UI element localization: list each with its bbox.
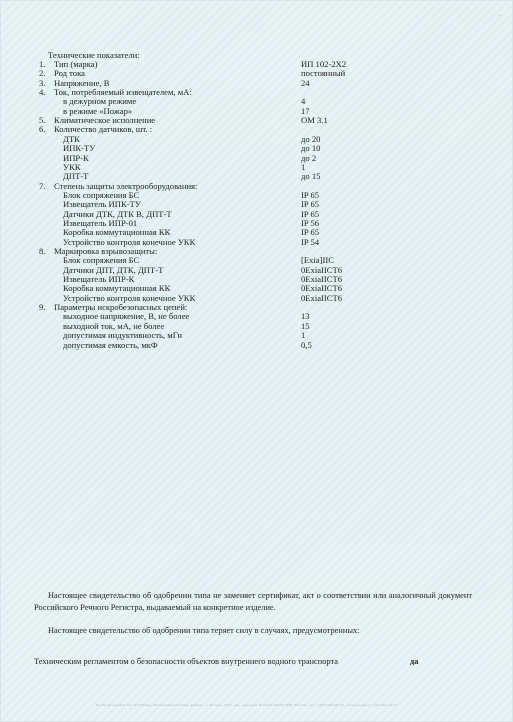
- spec-row-label: допустимая индуктивность, мГн: [63, 330, 182, 341]
- paragraph-validity-note: Настоящее свидетельство об одобрении типа теряет силу в случаях, предусмотренных:: [48, 626, 360, 635]
- spec-row-label: в режиме «Пожар»: [63, 105, 133, 116]
- spec-row-value: IP 56: [301, 217, 320, 228]
- spec-row-label: Датчики ДПТ, ДТК, ДПТ-Т: [63, 264, 164, 275]
- spec-row-value: 4: [301, 96, 306, 107]
- spec-row-value: ИП 102-2Х2: [301, 59, 347, 69]
- spec-row-number: 2.: [39, 68, 46, 79]
- spec-row-value: [Exia]IIC: [301, 255, 334, 266]
- spec-row-label: ДТК: [63, 133, 80, 144]
- spec-row-label: Тип (марка): [54, 59, 98, 69]
- spec-row-value: 13: [301, 311, 310, 322]
- spec-row-label: Напряжение, В: [54, 77, 110, 88]
- spec-row-value: 17: [301, 105, 310, 116]
- spec-row-value: 24: [301, 77, 310, 88]
- spec-row-label: Извещатель ИПР-К: [63, 274, 135, 285]
- spec-row-label: допустимая емкость, мкФ: [63, 339, 158, 350]
- paragraph-type-approval-note: Настоящее свидетельство об одобрении типа не заменяет сертификат, акт о соответствии или аналогичный документ Российского Речного Регистра, выдаваемый на конкретное изделие.: [34, 591, 472, 612]
- corner-mark: ⌐: [497, 11, 502, 20]
- spec-row-label: Род тока: [54, 68, 85, 79]
- spec-row-value: IP 65: [301, 189, 320, 200]
- spec-row-label: ДПТ-Т: [63, 171, 89, 182]
- spec-row-label: Степень защиты электрооборудования:: [54, 180, 198, 191]
- spec-row-label: Блок сопряжения БС: [63, 255, 140, 266]
- spec-row-label: Параметры искробезопасных цепей:: [54, 302, 188, 313]
- spec-row-value: постоянный: [301, 68, 346, 79]
- spec-row-value: 1: [301, 330, 306, 341]
- spec-row-value: 0ExiaIICT6: [301, 274, 343, 285]
- spec-row-label: Датчики ДТК, ДТК В, ДПТ-Т: [63, 208, 172, 219]
- spec-row-number: 1.: [39, 59, 46, 69]
- spec-row-value: до 15: [301, 171, 321, 182]
- spec-row-number: 4.: [39, 87, 46, 98]
- spec-heading: Технические показатели:: [48, 50, 140, 60]
- spec-row-value: IP 65: [301, 227, 320, 238]
- spec-row-label: ИПР-К: [63, 152, 89, 163]
- spec-row-value: 0,5: [301, 339, 312, 350]
- spec-row-label: ИПК-ТУ: [63, 143, 96, 154]
- spec-row-value: 0ExiaIICT6: [301, 283, 343, 294]
- spec-row-label: Ток, потребляемый извещателем, мА:: [54, 87, 192, 98]
- spec-row-value: IP 65: [301, 199, 320, 210]
- blank-footer: Бланк изготовлен АО «ГОЗНАК», Московская печатная фабрика. г. Москва, 2015, «Б», лицензия № 04-05-00/003 ФНС России, тел.: (495) 000-00-00, www.goznak.ru | Москва, 2015 г.: [96, 703, 400, 707]
- spec-row-label: Извещатель ИПР-01: [63, 217, 138, 228]
- spec-row-value: до 2: [301, 152, 317, 163]
- spec-row-number: 6.: [39, 124, 46, 135]
- spec-row-label: Количество датчиков, шт. :: [54, 124, 153, 135]
- spec-row-label: выходной ток, мА, не более: [63, 320, 165, 331]
- spec-row-label: УКК: [63, 161, 81, 172]
- spec-row-label: Коробка коммутационная КК: [63, 227, 171, 238]
- spec-row-value: IP 54: [301, 236, 320, 247]
- spec-row-label: Устройство контроля конечное УКК: [63, 292, 196, 303]
- spec-row-label: в дежурном режиме: [63, 96, 137, 107]
- spec-row-number: 7.: [39, 180, 46, 191]
- regulation-answer: да: [410, 657, 419, 666]
- spec-row-number: 8.: [39, 246, 46, 256]
- spec-row-value: до 10: [301, 143, 321, 154]
- spec-row-label: Маркировка взрывозащиты:: [54, 246, 158, 256]
- regulation-text: Техническим регламентом о безопасности объектов внутреннего водного транспорта: [34, 657, 338, 666]
- spec-row-number: 3.: [39, 77, 46, 88]
- spec-row-label: Извещатель ИПК-ТУ: [63, 199, 141, 210]
- spec-row-value: 15: [301, 320, 310, 331]
- spec-row-value: IP 65: [301, 208, 320, 219]
- spec-row-label: Устройство контроля конечное УКК: [63, 236, 196, 247]
- spec-row-number: 9.: [39, 302, 46, 313]
- spec-row-value: 0ExiaIICT6: [301, 264, 343, 275]
- spec-row-value: ОМ 3.1: [301, 115, 328, 126]
- spec-row-label: Климатическое исполнение: [54, 115, 156, 126]
- spec-row-label: Блок сопряжения БС: [63, 189, 140, 200]
- spec-row-label: выходное напряжение, В, не более: [63, 311, 190, 322]
- spec-row-value: 0ExiaIICT6: [301, 292, 343, 303]
- spec-row-value: до 20: [301, 133, 321, 144]
- spec-row-number: 5.: [39, 115, 46, 126]
- spec-row-value: 1: [301, 161, 306, 172]
- spec-row-label: Коробка коммутационная КК: [63, 283, 171, 294]
